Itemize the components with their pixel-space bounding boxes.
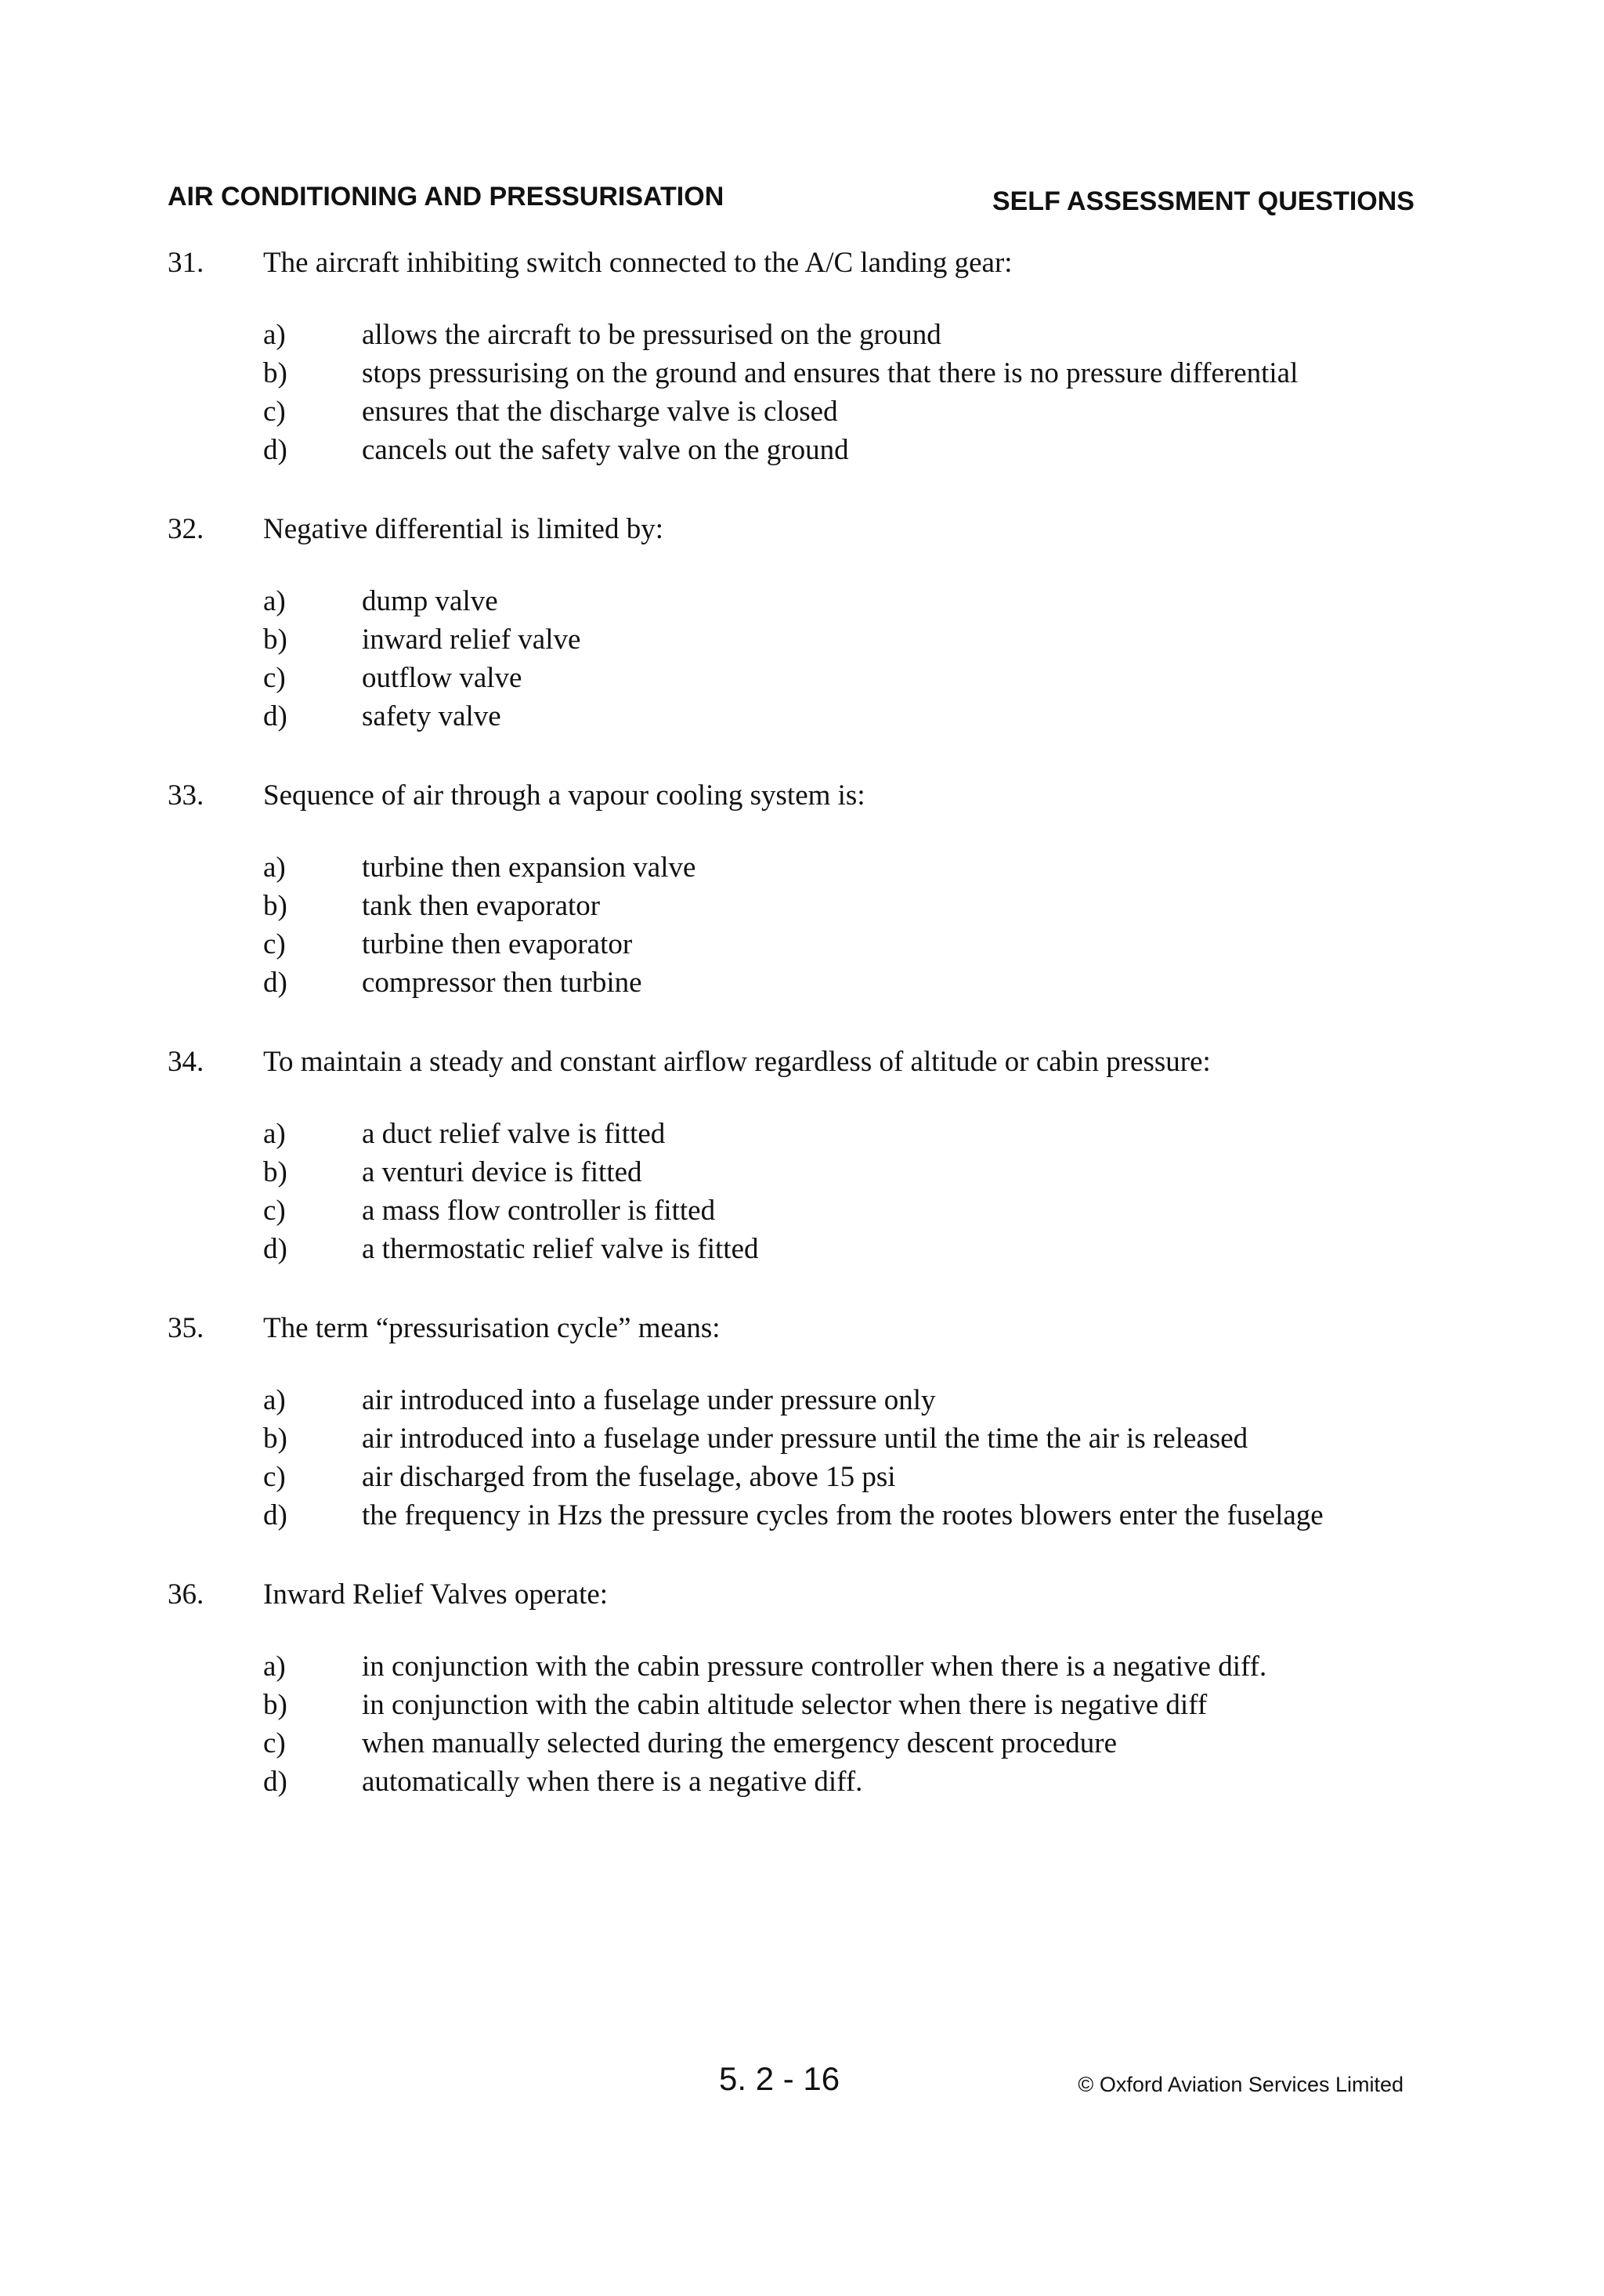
question-text: The aircraft inhibiting switch connected to the A/C landing gear: xyxy=(263,247,1013,279)
question-34 xyxy=(168,1043,1421,1269)
option-item xyxy=(168,888,1421,926)
option-item xyxy=(168,1497,1421,1535)
option-text: air introduced into a fuselage under pressure until the time the air is released xyxy=(362,1423,1248,1455)
question-text: Inward Relief Valves operate: xyxy=(263,1578,609,1611)
option-item xyxy=(168,1648,1421,1687)
option-item xyxy=(168,621,1421,660)
option-list xyxy=(168,1648,1421,1802)
page-header xyxy=(168,182,1414,221)
copyright-notice: © Oxford Aviation Services Limited xyxy=(1078,2073,1404,2096)
question-text: The term “pressurisation cycle” means: xyxy=(263,1312,721,1344)
question-32 xyxy=(168,511,1421,736)
question-33 xyxy=(168,777,1421,1003)
option-item xyxy=(168,964,1421,1003)
question-number: 36. xyxy=(168,1578,204,1611)
option-text: compressor then turbine xyxy=(362,967,642,999)
option-letter: c) xyxy=(263,396,286,428)
option-item xyxy=(168,316,1421,355)
option-item xyxy=(168,926,1421,964)
option-letter: a) xyxy=(263,1384,286,1416)
page-number: 5. 2 - 16 xyxy=(719,2060,840,2097)
question-number: 33. xyxy=(168,779,204,812)
option-letter: b) xyxy=(263,1689,287,1721)
option-item xyxy=(168,660,1421,698)
option-item xyxy=(168,393,1421,432)
question-36 xyxy=(168,1576,1421,1802)
option-letter: b) xyxy=(263,1423,287,1455)
option-item xyxy=(168,849,1421,888)
option-letter: b) xyxy=(263,357,287,389)
option-text: in conjunction with the cabin altitude selector when there is negative diff xyxy=(362,1689,1208,1721)
option-letter: b) xyxy=(263,890,287,922)
option-text: turbine then evaporator xyxy=(362,928,633,960)
option-letter: c) xyxy=(263,928,286,960)
option-text: tank then evaporator xyxy=(362,890,601,922)
option-text: automatically when there is a negative diff. xyxy=(362,1766,863,1798)
option-text: the frequency in Hzs the pressure cycles from the rootes blowers enter the fuselage xyxy=(362,1499,1324,1531)
option-text: dump valve xyxy=(362,585,498,617)
option-letter: c) xyxy=(263,1461,286,1493)
option-text: when manually selected during the emergency descent procedure xyxy=(362,1727,1118,1759)
option-text: a thermostatic relief valve is fitted xyxy=(362,1233,759,1265)
option-item xyxy=(168,1231,1421,1269)
question-35 xyxy=(168,1310,1421,1535)
option-item xyxy=(168,1763,1421,1802)
option-item xyxy=(168,583,1421,621)
option-letter: a) xyxy=(263,585,286,617)
option-text: inward relief valve xyxy=(362,624,581,656)
option-letter: b) xyxy=(263,1156,287,1188)
option-letter: d) xyxy=(263,1233,287,1265)
option-letter: d) xyxy=(263,1499,287,1531)
option-letter: a) xyxy=(263,1118,286,1150)
question-text: To maintain a steady and constant airflow regardless of altitude or cabin pressure: xyxy=(263,1046,1211,1078)
option-list xyxy=(168,583,1421,736)
option-text: safety valve xyxy=(362,700,501,732)
question-31 xyxy=(168,244,1421,470)
option-text: outflow valve xyxy=(362,662,522,694)
option-item xyxy=(168,1115,1421,1154)
option-letter: a) xyxy=(263,852,286,884)
option-text: air introduced into a fuselage under pressure only xyxy=(362,1384,936,1416)
question-number: 35. xyxy=(168,1312,204,1344)
option-text: cancels out the safety valve on the ground xyxy=(362,434,849,466)
option-text: a venturi device is fitted xyxy=(362,1156,642,1188)
option-item xyxy=(168,1382,1421,1420)
option-letter: d) xyxy=(263,967,287,999)
question-text: Sequence of air through a vapour cooling system is: xyxy=(263,779,865,812)
question-list xyxy=(168,244,1421,1842)
option-text: a duct relief valve is fitted xyxy=(362,1118,666,1150)
option-text: allows the aircraft to be pressurised on the ground xyxy=(362,319,941,351)
section-title: AIR CONDITIONING AND PRESSURISATION xyxy=(168,182,724,212)
option-letter: a) xyxy=(263,319,286,351)
option-item xyxy=(168,1459,1421,1497)
option-item xyxy=(168,1154,1421,1192)
option-item xyxy=(168,698,1421,736)
option-text: a mass flow controller is fitted xyxy=(362,1195,716,1227)
option-letter: b) xyxy=(263,624,287,656)
option-text: stops pressurising on the ground and ensures that there is no pressure differential xyxy=(362,357,1299,389)
option-list xyxy=(168,316,1421,470)
option-text: ensures that the discharge valve is closed xyxy=(362,396,838,428)
question-text: Negative differential is limited by: xyxy=(263,513,664,545)
question-number: 32. xyxy=(168,513,204,545)
option-letter: c) xyxy=(263,1727,286,1759)
option-text: air discharged from the fuselage, above 15 psi xyxy=(362,1461,896,1493)
option-letter: c) xyxy=(263,1195,286,1227)
question-number: 34. xyxy=(168,1046,204,1078)
option-item xyxy=(168,355,1421,393)
option-list xyxy=(168,849,1421,1003)
option-list xyxy=(168,1382,1421,1535)
option-letter: d) xyxy=(263,434,287,466)
option-item xyxy=(168,1192,1421,1231)
question-number: 31. xyxy=(168,247,204,279)
option-item xyxy=(168,1725,1421,1763)
option-item xyxy=(168,1687,1421,1725)
option-letter: d) xyxy=(263,1766,287,1798)
option-letter: c) xyxy=(263,662,286,694)
section-subtitle: SELF ASSESSMENT QUESTIONS xyxy=(992,186,1414,216)
option-item xyxy=(168,1420,1421,1459)
option-item xyxy=(168,432,1421,470)
option-list xyxy=(168,1115,1421,1269)
option-letter: d) xyxy=(263,700,287,732)
option-letter: a) xyxy=(263,1651,286,1683)
option-text: in conjunction with the cabin pressure controller when there is a negative diff. xyxy=(362,1651,1267,1683)
option-text: turbine then expansion valve xyxy=(362,852,696,884)
